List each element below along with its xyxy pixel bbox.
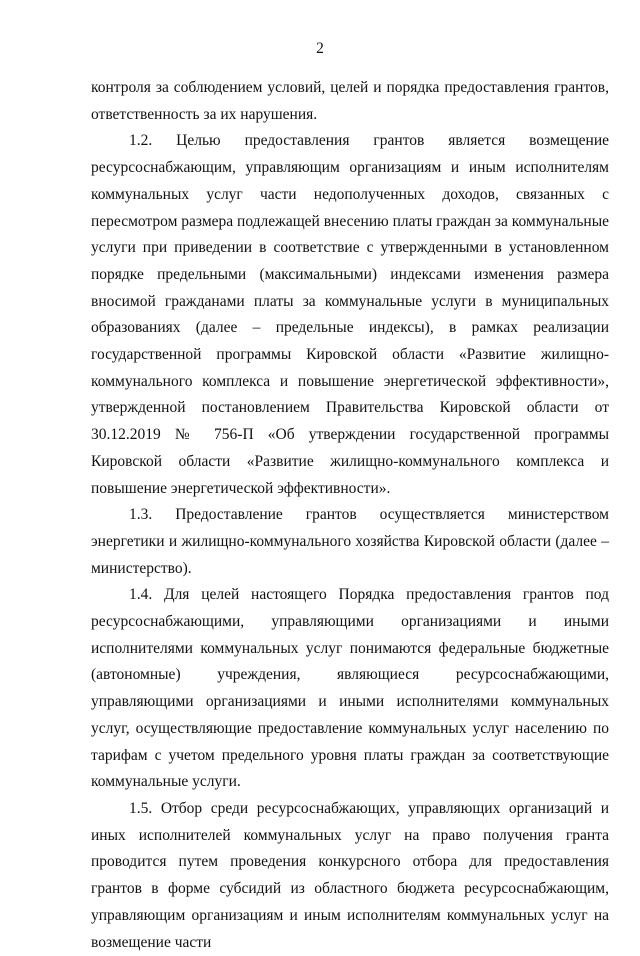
paragraph-1-3: 1.3. Предоставление грантов осуществляется министерством энергетики и жилищно-коммунального хозяйства Кировской области (далее – министерство).: [91, 506, 609, 577]
paragraph-continuation: контроля за соблюдением условий, целей и порядка предоставления грантов, ответственность за их нарушения.: [91, 79, 609, 123]
document-body: [91, 75, 609, 956]
page-number: 2: [316, 40, 324, 57]
paragraph-1-4: 1.4. Для целей настоящего Порядка предоставления грантов под ресурсоснабжающими, управляющими организациями и иными исполнителями коммунальных услуг понимаются федеральные бюджетные (автономные) учреждения, являющиеся ресурсоснабжающими, управляющими организациями и иными исполнителями коммунальных услуг, осуществляющие предоставление коммунальных услуг населению по тарифам с учетом предельного уровня платы граждан за соответствующие коммунальные услуги.: [91, 586, 609, 791]
paragraph-1-5: 1.5. Отбор среди ресурсоснабжающих, управляющих организаций и иных исполнителей коммунальных услуг на право получения гранта проводится путем проведения конкурсного отбора для предоставления грантов в форме субсидий из областного бюджета ресурсоснабжающим, управляющим организациям и иным исполнителям коммунальных услуг на возмещение части: [91, 799, 609, 951]
paragraph-1-2: 1.2. Целью предоставления грантов является возмещение ресурсоснабжающим, управляющим организациям и иным исполнителям коммунальных услуг части недополученных доходов, связанных с пересмотром размера подлежащей внесению платы граждан за коммунальные услуги при приведении в соответствие с утвержденными в установленном порядке предельными (максимальными) индексами изменения размера вносимой гражданами платы за коммунальные услуги в муниципальных образованиях (далее – предельные индексы), в рамках реализации государственной программы Кировской области «Развитие жилищно-коммунального комплекса и повышение энергетической эффективности», утвержденной постановлением Правительства Кировской области от 30.12.2019 № 756-П «Об утверждении государственной программы Кировской области «Развитие жилищно-коммунального комплекса и повышение энергетической эффективности».: [91, 132, 609, 497]
